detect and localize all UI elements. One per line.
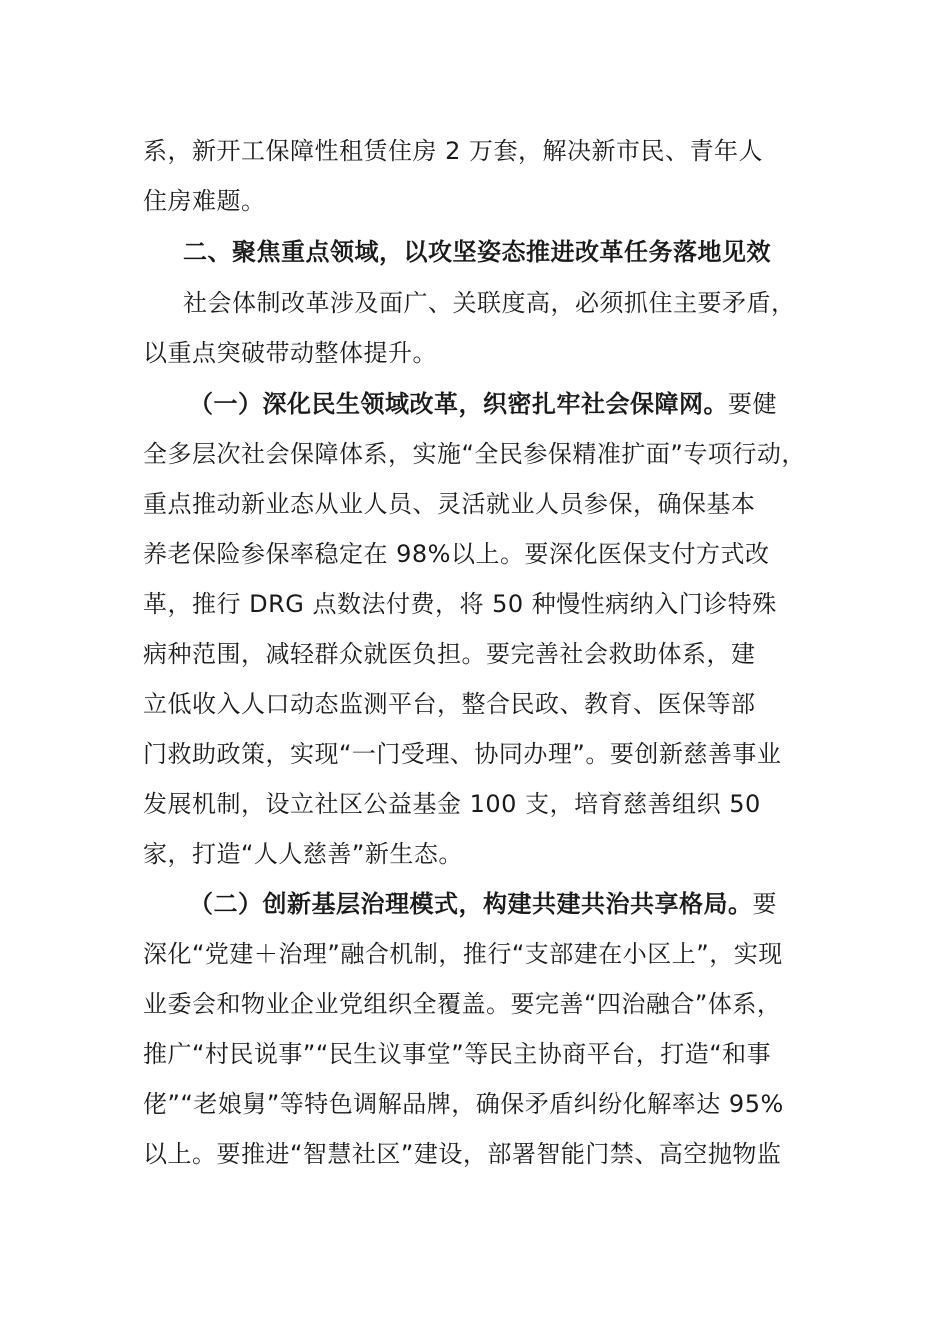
- paragraph-line: 发展机制，设立社区公益基金 100 支，培育慈善组织 50: [143, 790, 761, 818]
- paragraph-line: 系，新开工保障性租赁住房 2 万套，解决新市民、青年人: [143, 137, 764, 165]
- paragraph-line: 以上。要推进“智慧社区”建设，部署智能门禁、高空抛物监: [143, 1140, 782, 1168]
- paragraph-line: 全多层次社会保障体系，实施“全民参保精准扩面”专项行动，: [143, 440, 806, 468]
- subsection-line: [189, 889, 777, 919]
- paragraph-line: 革，推行 DRG 点数法付费，将 50 种慢性病纳入门诊特殊: [143, 590, 777, 618]
- paragraph-line: 深化“党建＋治理”融合机制，推行“支部建在小区上”，实现: [143, 940, 783, 968]
- paragraph-line: 重点推动新业态从业人员、灵活就业人员参保，确保基本: [143, 490, 756, 518]
- subsection-line: [189, 389, 777, 419]
- paragraph-line: 住房难题。: [143, 187, 266, 215]
- paragraph-line: 家，打造“人人慈善”新生态。: [143, 840, 463, 868]
- subsection-heading: （二）创新基层治理模式，构建共建共治共享格局。: [189, 890, 753, 918]
- section-heading: 二、聚焦重点领域，以攻坚姿态推进改革任务落地见效: [183, 238, 771, 266]
- paragraph-line: 以重点突破带动整体提升。: [143, 339, 437, 367]
- subsection-heading: （一）深化民生领域改革，织密扎牢社会保障网。: [189, 390, 728, 418]
- paragraph-line: 养老保险参保率稳定在 98%以上。要深化医保支付方式改: [143, 540, 770, 568]
- subsection-text: 要: [752, 890, 777, 918]
- paragraph-line: 病种范围，减轻群众就医负担。要完善社会救助体系，建: [143, 640, 756, 668]
- subsection-text: 要健: [728, 390, 777, 418]
- paragraph-line: 业委会和物业企业党组织全覆盖。要完善“四治融合”体系，: [143, 990, 782, 1018]
- paragraph-line: 门救助政策，实现“一门受理、协同办理”。要创新慈善事业: [143, 740, 782, 768]
- paragraph-line: 立低收入人口动态监测平台，整合民政、教育、医保等部: [143, 690, 756, 718]
- paragraph-line: 社会体制改革涉及面广、关联度高，必须抓住主要矛盾，: [183, 289, 796, 317]
- paragraph-line: 推广“村民说事”“民生议事堂”等民主协商平台，打造“和事: [143, 1040, 772, 1068]
- paragraph-line: 佬”“老娘舅”等特色调解品牌，确保矛盾纠纷化解率达 95%: [143, 1090, 784, 1118]
